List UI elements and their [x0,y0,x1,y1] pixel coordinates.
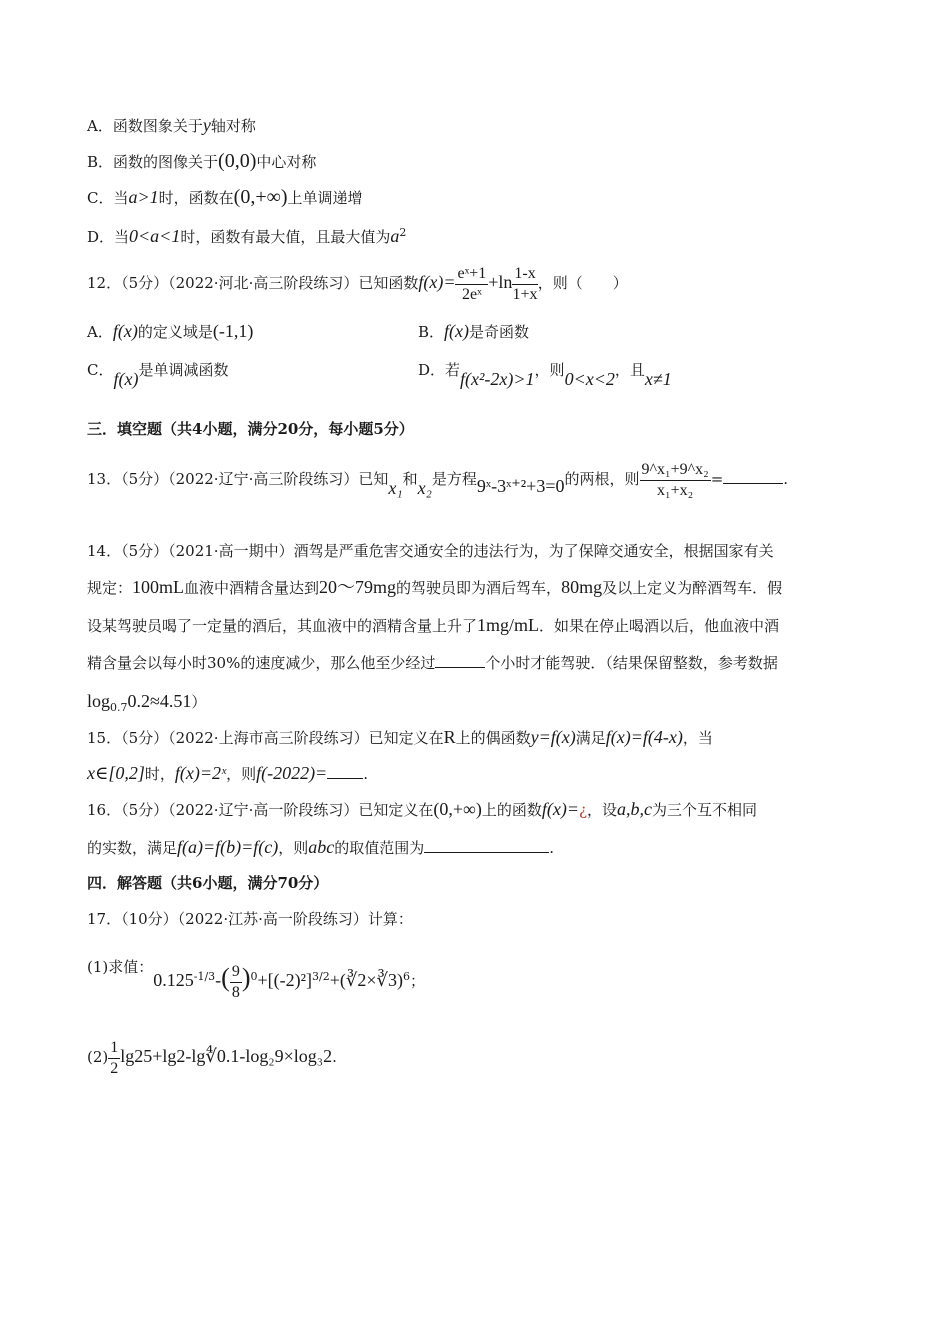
q12-option-c: C．f(x)是单调减函数 [87,361,229,389]
q12-option-a: A．f(x)的定义域是(-1,1) [87,321,254,341]
answer-blank [424,852,549,853]
q11-option-d: D．当0<a<1时，函数有最大值，且最大值为$a^2$ [87,226,407,246]
question-13: 13．（5分）（2022·辽宁·高三阶段练习）已知x₁和x₂是方程9ˣ-3ˣ⁺²+3=0的两根，则 $\frac{\text{9\textasciicircum{}x₁+9\textasciicircum{}x₂}}{\text{x₁+x₂}}$ = . [87,460,789,499]
question-16-line-1: 16．（5分）（2022·辽宁·高一阶段练习）已知定义在(0,+∞)上的函数f(x)=¿，设a,b,c为三个互不相同 [87,799,758,819]
q11-option-c: C．当a>1时，函数在(0,+∞)上单调递增 [87,186,363,208]
q12-option-d: D．若f(x²-2x)>1，则0<x<2，且x≠1 [418,361,672,389]
question-14-line-1: 14．（5分）（2021·高一期中）酒驾是严重危害交通安全的违法行为，为了保障交通安全，根据国家有关 [87,542,774,560]
section-3-heading: 三．填空题（共4小题，满分20分，每小题5分） [87,420,414,438]
q11-option-b: B．函数的图像关于(0,0)中心对称 [87,150,317,172]
q11-option-a: A．函数图象关于y轴对称 [87,115,256,135]
question-14-line-2: 规定：100mL血液中酒精含量达到20～79mg的驾驶员即为酒后驾车，80mg及以上定义为醉酒驾车．假 [87,577,783,597]
question-15-line-1: 15．（5分）（2022·上海市高三阶段练习）已知定义在R上的偶函数y=f(x)满足f(x)=f(4-x)，当 [87,727,713,747]
question-14-line-4: 精含量会以每小时30%的速度减少，那么他至少经过 个小时才能驾驶．（结果保留整数，参考数据 [87,654,778,672]
question-17-part-2: (2) $\frac{1}{2}$ lg25+lg2-lg∜0.1-log₂9×log₃2. [87,1038,337,1077]
question-15-line-2: x∈[0,2]时，f(x)=2ˣ，则f(-2022)= . [87,763,368,783]
answer-blank [435,667,485,668]
answer-blank [327,778,363,779]
section-4-heading: 四．解答题（共6小题，满分70分） [87,874,329,892]
question-12: 12．（5分）（2022·河北·高三阶段练习）已知函数f(x)= $\frac{\text{eˣ+1}}{\text{2eˣ}}$ +ln $\frac{1-x}{1+x}$ ，则（ ） [87,264,628,303]
q12-option-b: B．f(x)是奇函数 [418,321,530,341]
question-17-heading: 17．（10分）（2022·江苏·高一阶段练习）计算： [87,910,413,928]
question-16-line-2: 的实数，满足f(a)=f(b)=f(c)，则abc的取值范围为 . [87,837,555,857]
question-17-part-1: (1)求值：$0.125^{-1/3}-$( $\frac{9}{8}$ )$^0+[(-2)^2]^{3/2}+(∛2\times∛3)^6$； [87,958,425,1001]
question-14-line-3: 设某驾驶员喝了一定量的酒后，其血液中的酒精含量上升了1mg/mL．如果在停止喝酒以后，他血液中酒 [87,615,780,635]
question-14-line-5: $\log_{0.7}0.2\approx 4.51$） [87,691,207,714]
